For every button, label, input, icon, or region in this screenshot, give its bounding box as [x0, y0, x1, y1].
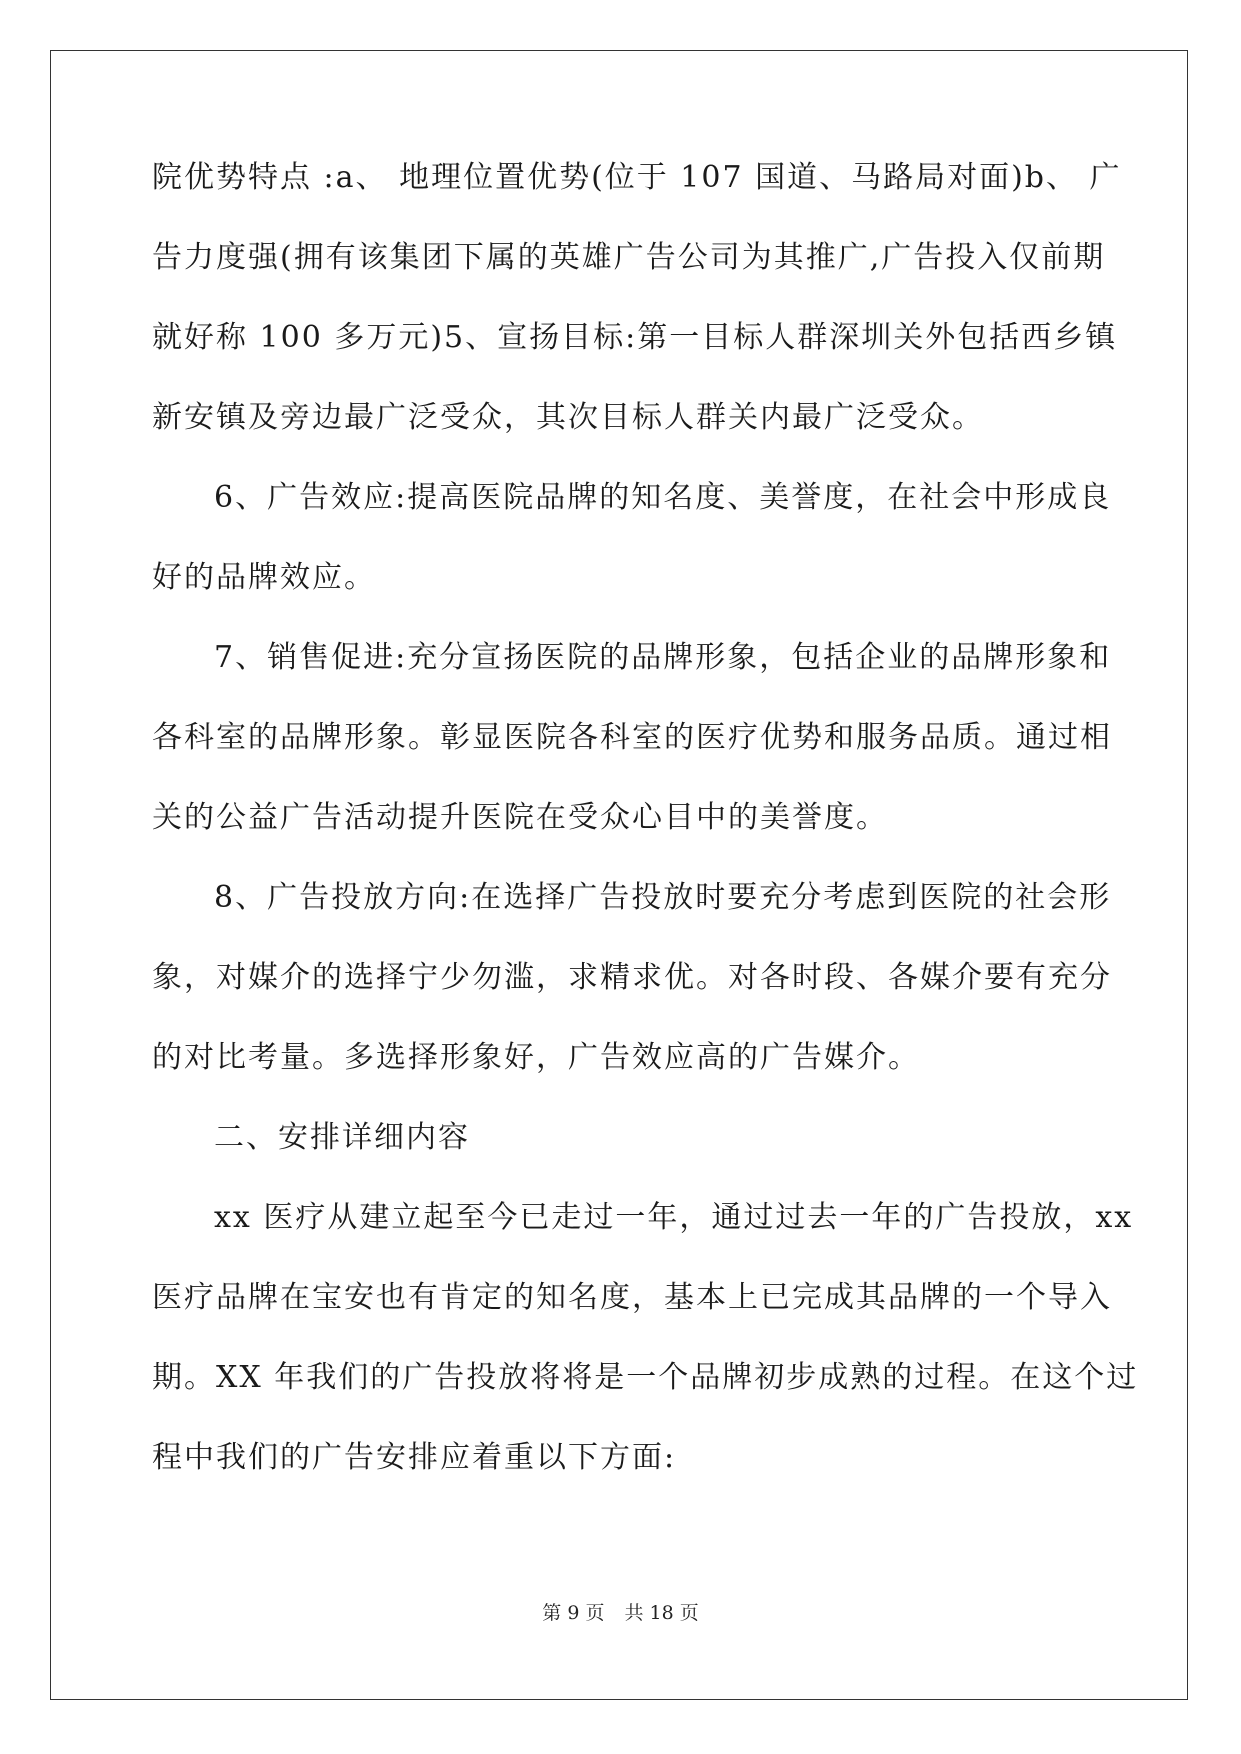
page-number: 第 9 页 — [542, 1602, 605, 1624]
text-line: 各科室的品牌形象。彰显医院各科室的医疗优势和服务品质。通过相 — [152, 720, 1112, 755]
paragraph-start-line: xx 医疗从建立起至今已走过一年，通过过去一年的广告投放，xx — [214, 1200, 1134, 1235]
text-line: 医疗品牌在宝安也有肯定的知名度，基本上已完成其品牌的一个导入 — [152, 1280, 1112, 1315]
text-line: 程中我们的广告安排应着重以下方面: — [152, 1440, 677, 1475]
paragraph-start-line: 8、广告投放方向:在选择广告投放时要充分考虑到医院的社会形 — [214, 880, 1112, 915]
text-line: 关的公益广告活动提升医院在受众心目中的美誉度。 — [152, 800, 888, 835]
text-line: 告力度强(拥有该集团下属的英雄广告公司为其推广,广告投入仅前期 — [152, 240, 1106, 275]
page-total: 共 18 页 — [624, 1602, 699, 1624]
text-line: 期。XX 年我们的广告投放将将是一个品牌初步成熟的过程。在这个过 — [152, 1360, 1139, 1395]
text-line: 就好称 100 多万元)5、宣扬目标:第一目标人群深圳关外包括西乡镇 — [152, 320, 1118, 355]
section-heading: 二、安排详细内容 — [214, 1120, 470, 1155]
paragraph-start-line: 7、销售促进:充分宣扬医院的品牌形象，包括企业的品牌形象和 — [214, 640, 1112, 675]
document-body — [152, 158, 1139, 1518]
page-footer — [0, 1598, 1241, 1625]
text-line: 的对比考量。多选择形象好，广告效应高的广告媒介。 — [152, 1040, 920, 1075]
text-line: 好的品牌效应。 — [152, 560, 376, 595]
text-line: 象，对媒介的选择宁少勿滥，求精求优。对各时段、各媒介要有充分 — [152, 960, 1112, 995]
text-line: 院优势特点 :a、 地理位置优势(位于 107 国道、马路局对面)b、 广 — [152, 160, 1122, 195]
paragraph-start-line: 6、广告效应:提高医院品牌的知名度、美誉度，在社会中形成良 — [214, 480, 1112, 515]
text-line: 新安镇及旁边最广泛受众，其次目标人群关内最广泛受众。 — [152, 400, 984, 435]
